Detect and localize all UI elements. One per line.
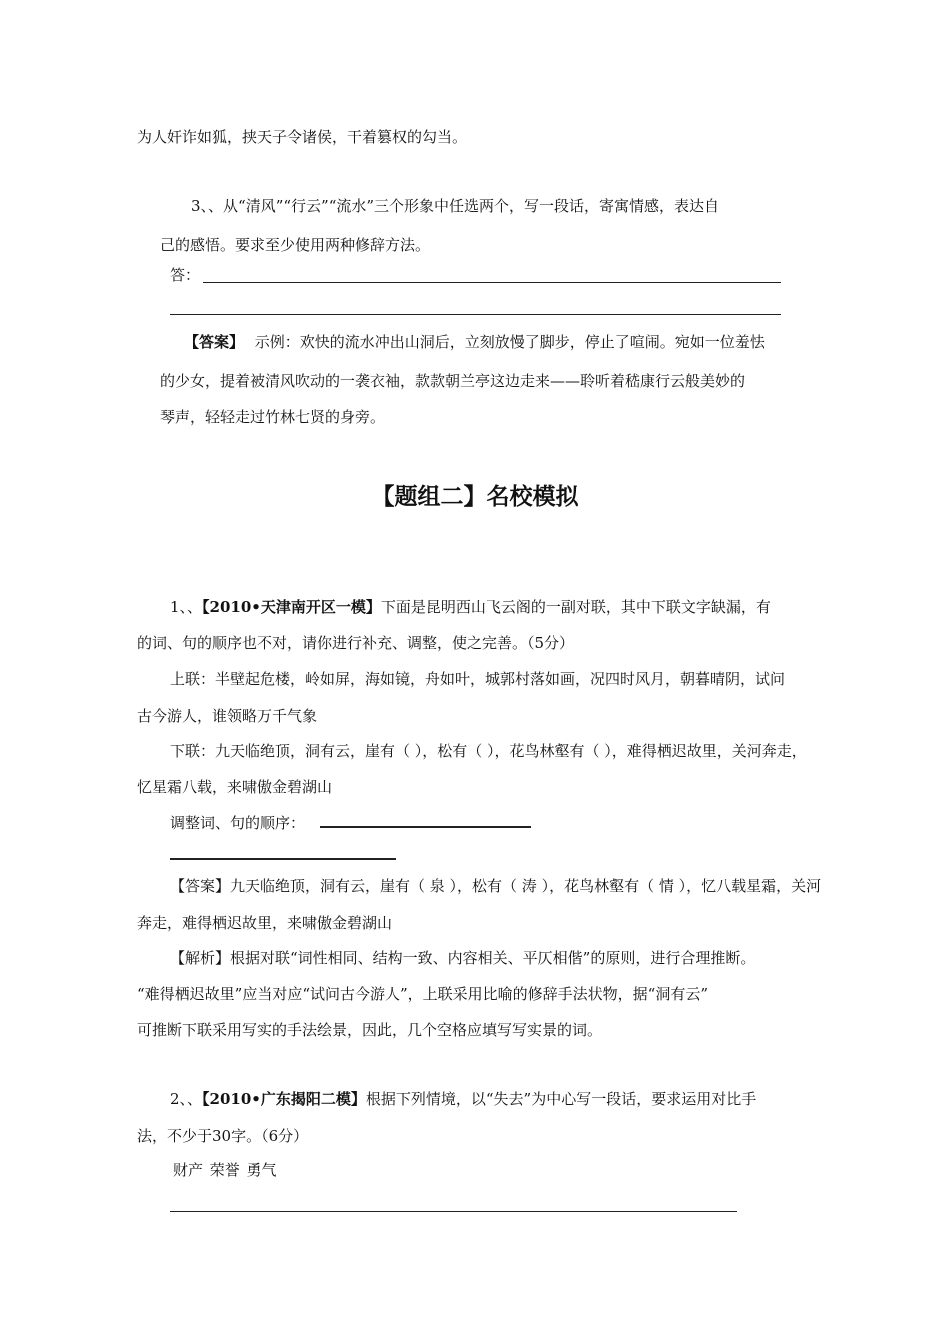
q3-answer-text1: 示例：欢快的流水冲出山洞后，立刻放慢了脚步，停止了喧闹。宛如一位羞怯 [254, 333, 765, 351]
q1-analysis-3: 可推断下联采用写实的手法绘景，因此，几个空格应填写写实景的词。 [137, 1021, 603, 1039]
section-title: 【题组二】名校模拟 [371, 483, 579, 510]
q1-adjust-line-2[interactable] [170, 858, 396, 860]
q3-answer-prefix: 答： [170, 266, 201, 284]
q1-answer-1: 【答案】九天临绝顶，洞有云，崖有（ 泉 ），松有（ 涛 ），花鸟林壑有（ 情 ），忆八载星霜，关河 [170, 877, 822, 895]
q3-answer-line-2[interactable] [170, 314, 781, 315]
q3-answer-label: 【答案】 [184, 333, 245, 351]
q1-line1-rest: 下面是昆明西山飞云阁的一副对联，其中下联文字缺漏，有 [380, 598, 771, 616]
q1-analysis-2: “难得栖迟故里”应当对应“试问古今游人”，上联采用比喻的修辞手法状物，据“洞有云” [137, 985, 709, 1003]
q1-num: 1、、 [170, 598, 203, 616]
q1-upper-1: 上联：半壁起危楼，岭如屏，海如镜，舟如叶，城郭村落如画，况四时风月，朝暮晴阴，试问 [170, 670, 786, 688]
q2-line1 [170, 1088, 756, 1110]
q2-num: 2、、 [170, 1090, 203, 1108]
q3-answer-text2: 的少女，提着被清风吹动的一袭衣袖，款款朝兰亭这边走来——聆听着嵇康行云般美妙的 [160, 372, 746, 390]
q1-line2: 的词、句的顺序也不对，请你进行补充、调整，使之完善。（5分） [137, 634, 575, 652]
q1-analysis-1: 【解析】根据对联“词性相同、结构一致、内容相关、平仄相偕”的原则，进行合理推断。 [170, 949, 756, 967]
q3-answer-text3: 琴声，轻轻走过竹林七贤的身旁。 [160, 408, 386, 426]
q1-source: 【2010•天津南开区一模】 [202, 598, 381, 616]
q1-upper-2: 古今游人，谁领略万千气象 [137, 707, 318, 725]
q2-answer-line[interactable] [170, 1211, 737, 1212]
q1-adjust-line-1[interactable] [320, 826, 531, 828]
top-line: 为人奸诈如狐，挟天子令诸侯，干着篡权的勾当。 [137, 128, 468, 146]
q1-line1 [170, 596, 771, 618]
q2-line1-rest: 根据下列情境，以“失去”为中心写一段话，要求运用对比手 [365, 1090, 757, 1108]
q2-line2: 法，不少于30字。（6分） [137, 1127, 309, 1145]
q2-options: 财产 荣誉 勇气 [173, 1161, 277, 1179]
q1-lower-1: 下联：九天临绝顶，洞有云，崖有（ ），松有（ ），花鸟林壑有（ ），难得栖迟故里，关河奔走， [170, 742, 807, 760]
q3-answer-row1 [184, 331, 765, 353]
q1-lower-2: 忆星霜八载，来啸傲金碧湖山 [137, 778, 333, 796]
q1-adjust-prompt: 调整词、句的顺序： [170, 814, 306, 832]
q2-source: 【2010•广东揭阳二模】 [202, 1090, 366, 1108]
q3-line2: 己的感悟。要求至少使用两种修辞方法。 [160, 236, 431, 254]
q3-line1: 3、、从“清风”“行云”“流水”三个形象中任选两个，写一段话，寄寓情感，表达自 [191, 197, 720, 215]
q3-answer-line-1[interactable] [203, 282, 781, 283]
q1-answer-2: 奔走，难得栖迟故里，来啸傲金碧湖山 [137, 914, 393, 932]
